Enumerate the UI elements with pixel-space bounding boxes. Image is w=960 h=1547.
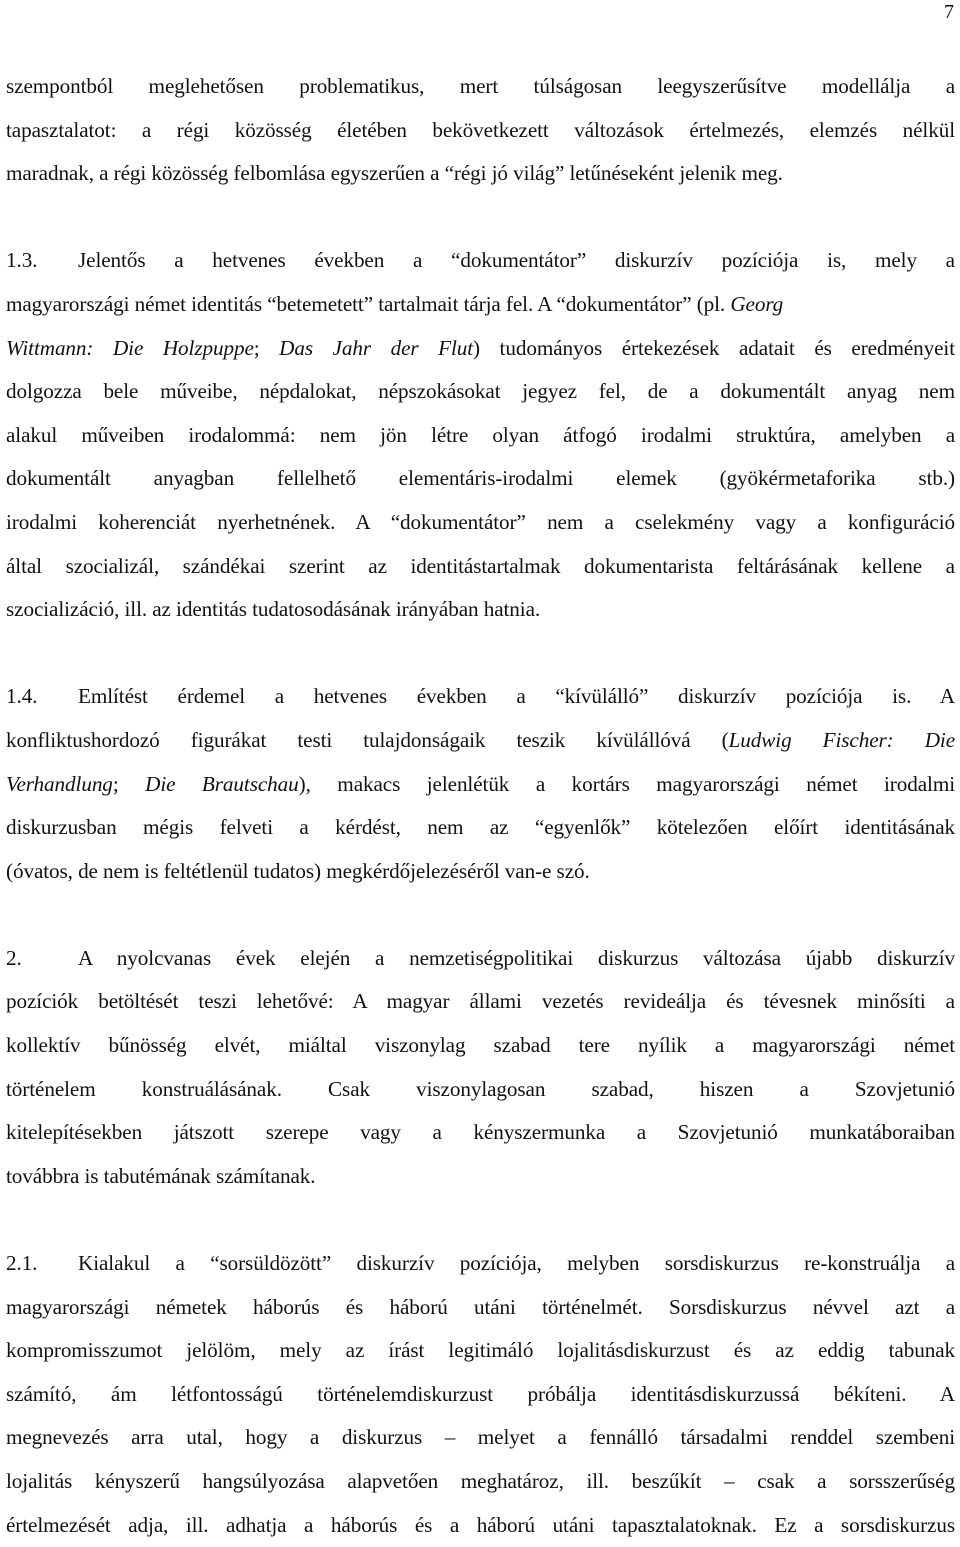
text-segment: lojalitás kényszerű hangsúlyozása alapvetően meghatároz, ill. beszűkít – csak a sorsszerűség [6, 1469, 955, 1493]
text-line [6, 763, 955, 807]
text-segment: magyarországi német identitás “betemetett” tartalmait tárja fel. A “dokumentátor” (pl. [6, 291, 731, 316]
text-line [6, 1460, 955, 1504]
text-segment: által szocializál, szándékai szerint az identitástartalmak dokumentarista feltárásának kellene a [6, 553, 955, 578]
text-segment: értelmezését adja, ill. adhatja a háborús és a háború utáni tapasztalatoknak. Ez a sorsdiskurzus [6, 1512, 955, 1537]
section-number: 2.1. [6, 1251, 38, 1276]
text-line [6, 457, 955, 501]
text-segment: történelem konstruálásának. Csak viszonylagosan szabad, hiszen a Szovjetunió [6, 1076, 955, 1101]
text-line [6, 239, 955, 283]
text-segment: ; [112, 771, 146, 796]
text-line [6, 1286, 955, 1330]
paragraph-gap [6, 196, 955, 240]
text-line [6, 1111, 955, 1155]
text-line [6, 501, 955, 545]
text-segment: irodalmi koherenciát nyerhetnének. A “dokumentátor” nem a cselekmény vagy a konfiguráció [6, 509, 955, 534]
text-line [6, 1504, 955, 1547]
text-line [6, 109, 955, 153]
text-segment: Jelentős a hetvenes években a “dokumentátor” diskurzív pozíciója is, mely a [78, 248, 955, 273]
text-segment: továbbra is tabutémának számítanak. [6, 1163, 316, 1188]
text-line [6, 414, 955, 458]
text-line [6, 1329, 955, 1373]
text-segment: dokumentált anyagban fellelhető elementáris-irodalmi elemek (gyökérmetaforika stb.) [6, 466, 955, 491]
text-line [6, 545, 955, 589]
text-line [6, 588, 955, 632]
section-number: 2. [6, 945, 22, 970]
italic-title: Wittmann: Die Holzpuppe [6, 335, 254, 360]
text-segment: Említést érdemel a hetvenes években a “kívülálló” diskurzív pozíciója is. A [78, 684, 955, 709]
text-segment: pozíciók betöltését teszi lehetővé: A magyar állami vezetés revideálja és tévesnek minősíti a [6, 989, 955, 1014]
text-line [6, 283, 955, 327]
section-number: 1.3. [6, 248, 38, 273]
text-line [6, 719, 955, 763]
text-segment: magyarországi németek háborús és háború utáni történelmét. Sorsdiskurzus névvel azt a [6, 1294, 955, 1319]
text-line [6, 937, 955, 981]
text-line [6, 1024, 955, 1068]
paragraph-gap [6, 632, 955, 676]
text-line [6, 1068, 955, 1112]
text-segment: Kialakul a “sorsüldözött” diskurzív pozíciója, melyben sorsdiskurzus re-konstruálja a [78, 1251, 955, 1276]
text-line [6, 65, 955, 109]
text-segment: számító, ám létfontosságú történelemdiskurzust próbálja identitásdiskurzussá békíteni. A [6, 1381, 955, 1406]
text-segment: A nyolcvanas évek elején a nemzetiségpolitikai diskurzus változása újabb diskurzív [78, 945, 955, 970]
text-segment: ; [253, 335, 280, 360]
text-segment: kitelepítésekben játszott szerepe vagy a kényszermunka a Szovjetunió munkatáboraiban [6, 1120, 955, 1145]
text-line [6, 806, 955, 850]
text-segment: maradnak, a régi közösség felbomlása egyszerűen a “régi jó világ” letűnéseként jelenik meg. [6, 161, 783, 186]
text-segment: megnevezés arra utal, hogy a diskurzus – melyet a fennálló társadalmi renddel szembeni [6, 1425, 955, 1450]
text-segment: kompromisszumot jelölöm, mely az írást legitimáló lojalitásdiskurzust és az eddig tabunak [6, 1338, 955, 1363]
text-line [6, 1155, 955, 1199]
text-segment: konfliktushordozó figurákat testi tulajdonságaik teszik kívülállóvá ( [6, 727, 729, 752]
paragraph-gap [6, 1198, 955, 1242]
text-segment: alakul műveiben irodalommá: nem jön létre olyan átfogó irodalmi struktúra, amelyben a [6, 422, 955, 447]
text-segment: kollektív bűnösség elvét, miáltal viszonylag szabad tere nyílik a magyarországi német [6, 1033, 955, 1058]
text-segment: (óvatos, de nem is feltétlenül tudatos) megkérdőjelezéséről van-e szó. [6, 858, 590, 883]
italic-title: Das Jahr der Flut [279, 335, 474, 360]
italic-title: Ludwig Fischer: Die [728, 727, 955, 752]
document-body [6, 65, 955, 1547]
text-segment: dolgozza bele műveibe, népdalokat, népszokásokat jegyez fel, de a dokumentált anyag nem [6, 379, 955, 404]
text-line [6, 850, 955, 894]
page-number: 7 [944, 1, 954, 23]
text-segment: tapasztalatot: a régi közösség életében bekövetkezett változások értelmezés, elemzés nélkül [6, 117, 955, 142]
italic-title: Georg [730, 291, 784, 316]
text-segment: ) tudományos értekezések adatait és eredményeit [473, 335, 955, 360]
section-number: 1.4. [6, 684, 38, 709]
text-segment: diskurzusban mégis felveti a kérdést, nem az “egyenlők” kötelezően előírt identitásának [6, 815, 955, 840]
text-line [6, 327, 955, 371]
text-line [6, 370, 955, 414]
text-segment: szocializáció, ill. az identitás tudatosodásának irányában hatnia. [6, 597, 541, 622]
text-line [6, 1373, 955, 1417]
text-line [6, 980, 955, 1024]
text-line [6, 1416, 955, 1460]
italic-title: Verhandlung [6, 771, 113, 796]
italic-title: Die Brautschau [145, 771, 299, 796]
text-segment: ), makacs jelenlétük a kortárs magyarországi német irodalmi [298, 771, 956, 796]
text-line [6, 1242, 955, 1286]
text-line [6, 152, 955, 196]
text-line [6, 675, 955, 719]
paragraph-gap [6, 893, 955, 937]
text-segment: szempontból meglehetősen problematikus, mert túlságosan leegyszerűsítve modellálja a [6, 74, 955, 98]
